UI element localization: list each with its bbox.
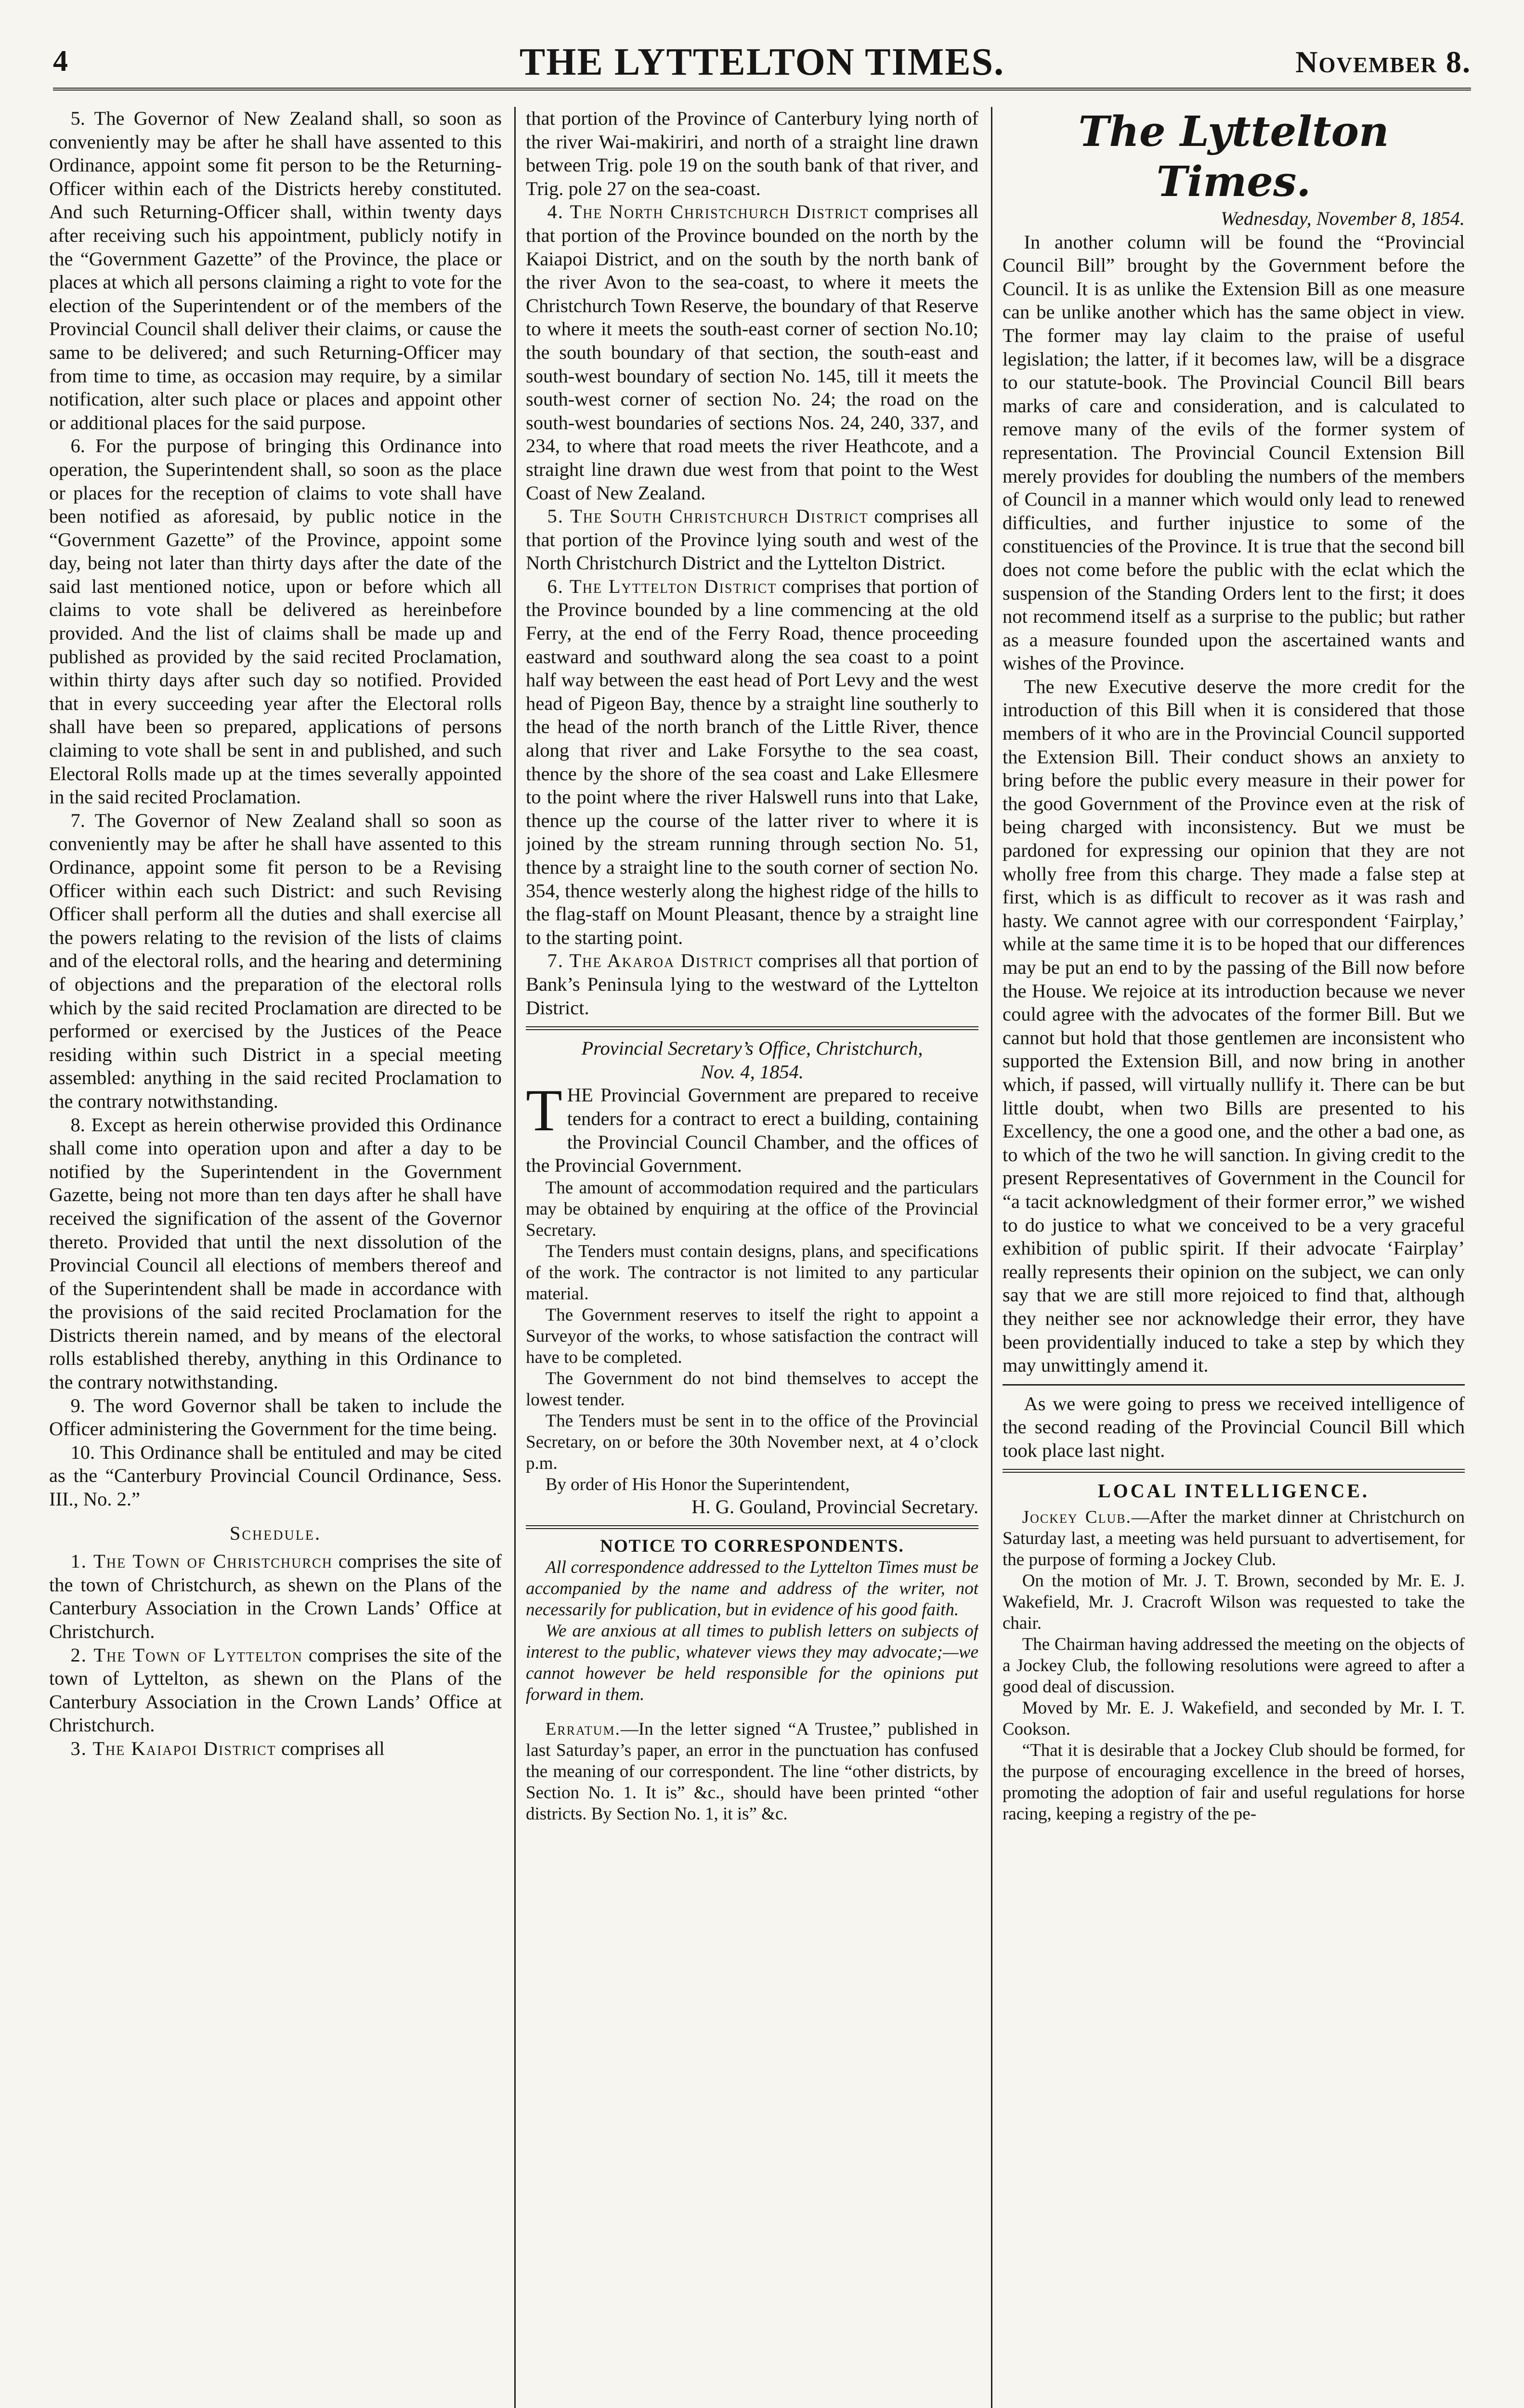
issue-date: November 8. — [1295, 45, 1471, 79]
clause-10: 10. This Ordinance shall be entituled and may be cited as the “Canterbury Provincial Council Ordinance, Sess. III., No. 2.” — [49, 1441, 502, 1510]
correspondents-paragraph-2: We are anxious at all times to publish letters on subjects of interest to the public, whatever views they may advocate;—we cannot however be held responsible for the opinions put forward in them. — [526, 1621, 978, 1705]
schedule-item-5 — [526, 505, 978, 575]
notice-date: Nov. 4, 1854. — [700, 1060, 804, 1083]
column-editorial — [1003, 107, 1465, 2408]
schedule-item-3 — [49, 1737, 502, 1761]
schedule-item-text: comprises all that portion of Bank’s Peninsula lying to the westward of the Lyttelton District. — [526, 950, 978, 1019]
jockey-club-paragraph-4: Moved by Mr. E. J. Wakefield, and seconded by Mr. I. T. Cookson. — [1003, 1698, 1465, 1740]
editorial-date: Wednesday, November 8, 1854. — [1221, 208, 1465, 229]
notice-text: HE Provincial Government are prepared to receive tenders for a contract to erect a building, containing the Provincial Council Chamber, and the offices of the Provincial Government. — [526, 1084, 978, 1177]
page-number: 4 — [53, 45, 68, 78]
schedule-item-label: 2. The Town of Lyttelton — [70, 1644, 303, 1666]
notice-paragraph-5: The Government do not bind themselves to accept the lowest tender. — [526, 1368, 978, 1410]
column-ordinance — [49, 107, 502, 2408]
notice-paragraph-6: The Tenders must be sent in to the office of the Provincial Secretary, on or before the 30th November next, at 4 o’clock p.m. — [526, 1411, 978, 1473]
clause-7: 7. The Governor of New Zealand shall so soon as conveniently may be after he shall have assented to this Ordinance, appoint some fit person to be a Revising Officer within each such District: and such Revising Officer shall perform all the duties and shall exercise all the powers relating to the revision of the lists of claims and of the electoral rolls, and the hearing and determining of objections and the preparation of the electoral rolls which by the said recited Proclamation are directed to be performed or exercised by the Justices of the Peace residing within such District in a special meeting assembled: anything in the said recited Proclamation to the contrary notwithstanding. — [49, 809, 502, 1112]
schedule-item-3-continued: that portion of the Province of Canterbury lying north of the river Wai-makiriri, and north of a straight line drawn between Trig. pole 19 on the south bank of that river, and Trig. pole 27 on the sea-coast. — [526, 107, 978, 199]
schedule-item-label: 3. The Kaiapoi District — [70, 1737, 276, 1759]
schedule-item-6 — [526, 575, 978, 950]
clause-6: 6. For the purpose of bringing this Ordinance into operation, the Superintendent shall, so soon as the place or places for the reception of claims to vote shall have been notified as aforesaid, by public notice in the “Government Gazette” of the Province, appoint some day, being not later than thirty days after the date of the said last mentioned notice, upon or before which all claims to vote shall be delivered as hereinbefore provided. And the list of claims shall be made up and published as provided by the said recited Proclamation, within thirty days after such day so notified. Provided that in every succeeding year after the Electoral rolls shall have been so prepared, applications of persons claiming to vote shall be sent in and published, and such Electoral Rolls made up at the times severally appointed in the said recited Proclamation. — [49, 435, 502, 808]
editorial-paragraph-3: As we were going to press we received intelligence of the second reading of the Provincial Council Bill which took place last night. — [1003, 1392, 1465, 1461]
jockey-club-paragraph-5: “That it is desirable that a Jockey Club should be formed, for the purpose of encouraging excellence in the breed of horses, promoting the adoption of fair and useful regulations for horse racing, keeping a registry of the pe- — [1003, 1741, 1465, 1824]
jockey-club-paragraph-1 — [1003, 1507, 1465, 1570]
schedule-item-4 — [526, 200, 978, 505]
jockey-club-paragraph-2: On the motion of Mr. J. T. Brown, seconded by Mr. E. J. Wakefield, Mr. J. Cracroft Wilson was requested to take the chair. — [1003, 1571, 1465, 1634]
clause-9: 9. The word Governor shall be taken to include the Officer administering the Government for the time being. — [49, 1394, 502, 1440]
editorial-paragraph-2: The new Executive deserve the more credit for the introduction of this Bill when it is considered that those members of it who are in the Provincial Council supported the Extension Bill. Their conduct shows an anxiety to bring before the public every measure in their power for the good Government of the Province even at the risk of being charged with inconsistency. But we must be pardoned for expressing our opinion that they are not wholly free from this charge. They made a false step at first, which is as difficult to recover as it was rash and hasty. We cannot agree with our correspondent ‘Fairplay,’ while at the same time it is to be hoped that our differences may be put an end to by the passing of the Bill now before the House. We rejoice at its introduction because we never could agree with the advocates of the former Bill. But we cannot but hold that those gentlemen are inconsistent who supported the Extension Bill, and now bring in another which, if passed, will virtually nullify it. There can be but little doubt, when two Bills are presented to his Excellency, the one a good one, and the other a bad one, as to which of the two he will sanction. In giving credit to the present Representatives of Government in the Council for “a tacit acknowledgment of their former error,” we wished to do justice to what we conceived to be a very graceful exhibition of public spirit. If their advocate ‘Fairplay’ really represents their opinion on the subject, we can only say that we are still more rejoiced to find that, although they neither see nor acknowledge their error, they have been providentially induced to take a step by which they may unwittingly amend it. — [1003, 675, 1465, 1376]
notice-paragraph-2: The amount of accommodation required and the particulars may be obtained by enquiring at the office of the Provincial Secretary. — [526, 1178, 978, 1240]
schedule-item-text: comprises the site of the town of Christchurch, as shewn on the Plans of the Canterbury Association in the Crown Lands’ Office at Christchurch. — [49, 1550, 502, 1642]
editorial-paragraph-1: In another column will be found the “Provincial Council Bill” brought by the Government before the Council. It is as unlike the Extension Bill as one measure can be unlike another which has the same object in view. The former may lay claim to the praise of useful legislation; the latter, if it becomes law, will be a disgrace to our statute-book. The Provincial Council Bill bears marks of care and consideration, and is calculated to remove many of the evils of the former system of representation. The Provincial Council Extension Bill merely provides for doubling the numbers of the members of Council in a manner which would only lead to renewed difficulties, and further injustice to some of the constituencies of the Province. It is true that the second bill does not come before the public with the eclat which the suspension of the Standing Orders lent to the first; it does not recommend itself as a surprise to the public; but rather as a measure founded upon the ascertained wants and wishes of the Province. — [1003, 231, 1465, 674]
schedule-item-text: comprises all that portion of the Province lying south and west of the North Christchurch District and the Lyttelton District. — [526, 505, 978, 574]
erratum-label: Erratum. — [545, 1719, 621, 1740]
schedule-item-label: 1. The Town of Christchurch — [70, 1550, 333, 1572]
correspondents-paragraph-1: All correspondence addressed to the Lyttelton Times must be accompanied by the name and address of the writer, not necessarily for publication, but in evidence of his good faith. — [526, 1557, 978, 1620]
section-divider — [1003, 1469, 1465, 1473]
schedule-item-7 — [526, 949, 978, 1020]
notice-office-line: Provincial Secretary’s Office, Christchurch, — [581, 1037, 923, 1060]
schedule-item-label: 6. The Lyttelton District — [547, 575, 777, 597]
schedule-item-text: comprises all that portion of the Province bounded on the north by the Kaiapoi District, and on the south by the north bank of the river Avon to the sea-coast, to where it meets the Christchurch Town Reserve, the boundary of that Reserve to where it meets the south-east corner of section No.10; the south boundary of that section, the south-east and south-west boundary of section No. 145, till it meets the south-west corner of section No. 24; the road on the south-west boundaries of sections Nos. 24, 240, 337, and 234, to where that road meets the river Heathcote, and a straight line drawn due west from that point to the West Coast of New Zealand. — [526, 201, 978, 504]
correspondents-heading: NOTICE TO CORRESPONDENTS. — [600, 1536, 904, 1557]
schedule-item-text: comprises the site of the town of Lyttelton, as shewn on the Plans of the Canterbury Association in the Crown Lands’ Office at Christchurch. — [49, 1644, 502, 1736]
column-rule — [514, 107, 516, 2408]
section-divider — [1003, 1384, 1465, 1386]
schedule-item-1 — [49, 1550, 502, 1643]
schedule-item-text: comprises all — [276, 1737, 385, 1759]
section-divider — [526, 1026, 978, 1030]
schedule-item-2 — [49, 1644, 502, 1737]
schedule-heading: Schedule. — [229, 1522, 322, 1544]
erratum — [526, 1719, 978, 1825]
jockey-club-label: Jockey Club. — [1022, 1507, 1132, 1528]
jockey-club-text: —After the market dinner at Christchurch on Saturday last, a meeting was held pursuant to advertisement, for the purpose of forming a Jockey Club. — [1003, 1507, 1465, 1570]
clause-8: 8. Except as herein otherwise provided this Ordinance shall come into operation upon and after a day to be notified by the Superintendent in the Government Gazette, being not more than ten days after he shall have received the signification of the assent of the Governor thereto. Provided that until the next dissolution of the Provincial Council all elections of members thereof and of the Superintendent shall be made in accordance with the provisions of the said recited Proclamation for the Districts therein named, and by means of the electoral rolls established thereby, anything in this Ordinance to the contrary notwithstanding. — [49, 1113, 502, 1393]
schedule-item-label: 4. The North Christchurch District — [547, 201, 869, 223]
erratum-text: —In the letter signed “A Trustee,” published in last Saturday’s paper, an error in the punctuation has confused the meaning of our correspondent. The line “other districts, by Section No. 1. It is” &c., should have been printed “other districts. By Section No. 1, it is” &c. — [526, 1719, 978, 1824]
clause-5: 5. The Governor of New Zealand shall, so soon as conveniently may be after he shall have assented to this Ordinance, appoint some fit person to be the Returning-Officer within each of the Districts hereby constituted. And such Returning-Officer shall, within twenty days after receiving such his appointment, publicly notify in the “Government Gazette” of the Province, the place or places at which all persons claiming a right to vote for the election of the Superintendent or of the members of the Provincial Council shall deliver their claims, or cause the same to be delivered; and such Returning-Officer may from time to time, as occasion may require, by a similar notification, alter such place or places and appoint other or additional places for the said purpose. — [49, 107, 502, 433]
jockey-club-paragraph-3: The Chairman having addressed the meeting on the objects of a Jockey Club, the following resolutions were agreed to after a good deal of discussion. — [1003, 1635, 1465, 1697]
notice-paragraph-7: By order of His Honor the Superintendent, — [545, 1474, 850, 1494]
drop-cap: T — [526, 1077, 562, 1144]
notice-paragraph-4: The Government reserves to itself the right to appoint a Surveyor of the works, to whose satisfaction the contract will have to be completed. — [526, 1305, 978, 1367]
local-intelligence-heading: LOCAL INTELLIGENCE. — [1097, 1480, 1370, 1502]
notice-signature: H. G. Gouland, Provincial Secretary. — [691, 1495, 978, 1518]
editorial-masthead: The Lyttelton Times. — [1078, 107, 1389, 206]
notice-paragraph-1 — [526, 1077, 978, 1177]
masthead — [53, 30, 1471, 91]
schedule-item-text: comprises that portion of the Province bounded by a line commencing at the old Ferry, at the end of the Ferry Road, thence proceeding eastward and southward along the sea coast to a point half way between the east head of Port Levy and the west head of Pigeon Bay, thence by a straight line southerly to the head of the north branch of the Little River, thence along that river and Lake Forsythe to the sea coast, thence by the shore of the sea coast and Lake Ellesmere to the point where the river Halswell runs into that Lake, thence up the course of the latter river to where it is joined by the stream running through section No. 51, thence by a straight line to the south corner of section No. 354, thence westerly along the highest ridge of the hills to the flag-staff on Mount Pleasant, thence by a straight line to the starting point. — [526, 575, 978, 948]
column-schedule-notices — [526, 107, 978, 2408]
column-rule — [991, 107, 992, 2408]
newspaper-title: THE LYTTELTON TIMES. — [519, 41, 1005, 83]
notice-paragraph-3: The Tenders must contain designs, plans, and specifications of the work. The contractor is not limited to any particular material. — [526, 1241, 978, 1304]
section-divider — [526, 1525, 978, 1529]
schedule-item-label: 7. The Akaroa District — [547, 950, 754, 972]
schedule-item-label: 5. The South Christchurch District — [547, 505, 869, 527]
